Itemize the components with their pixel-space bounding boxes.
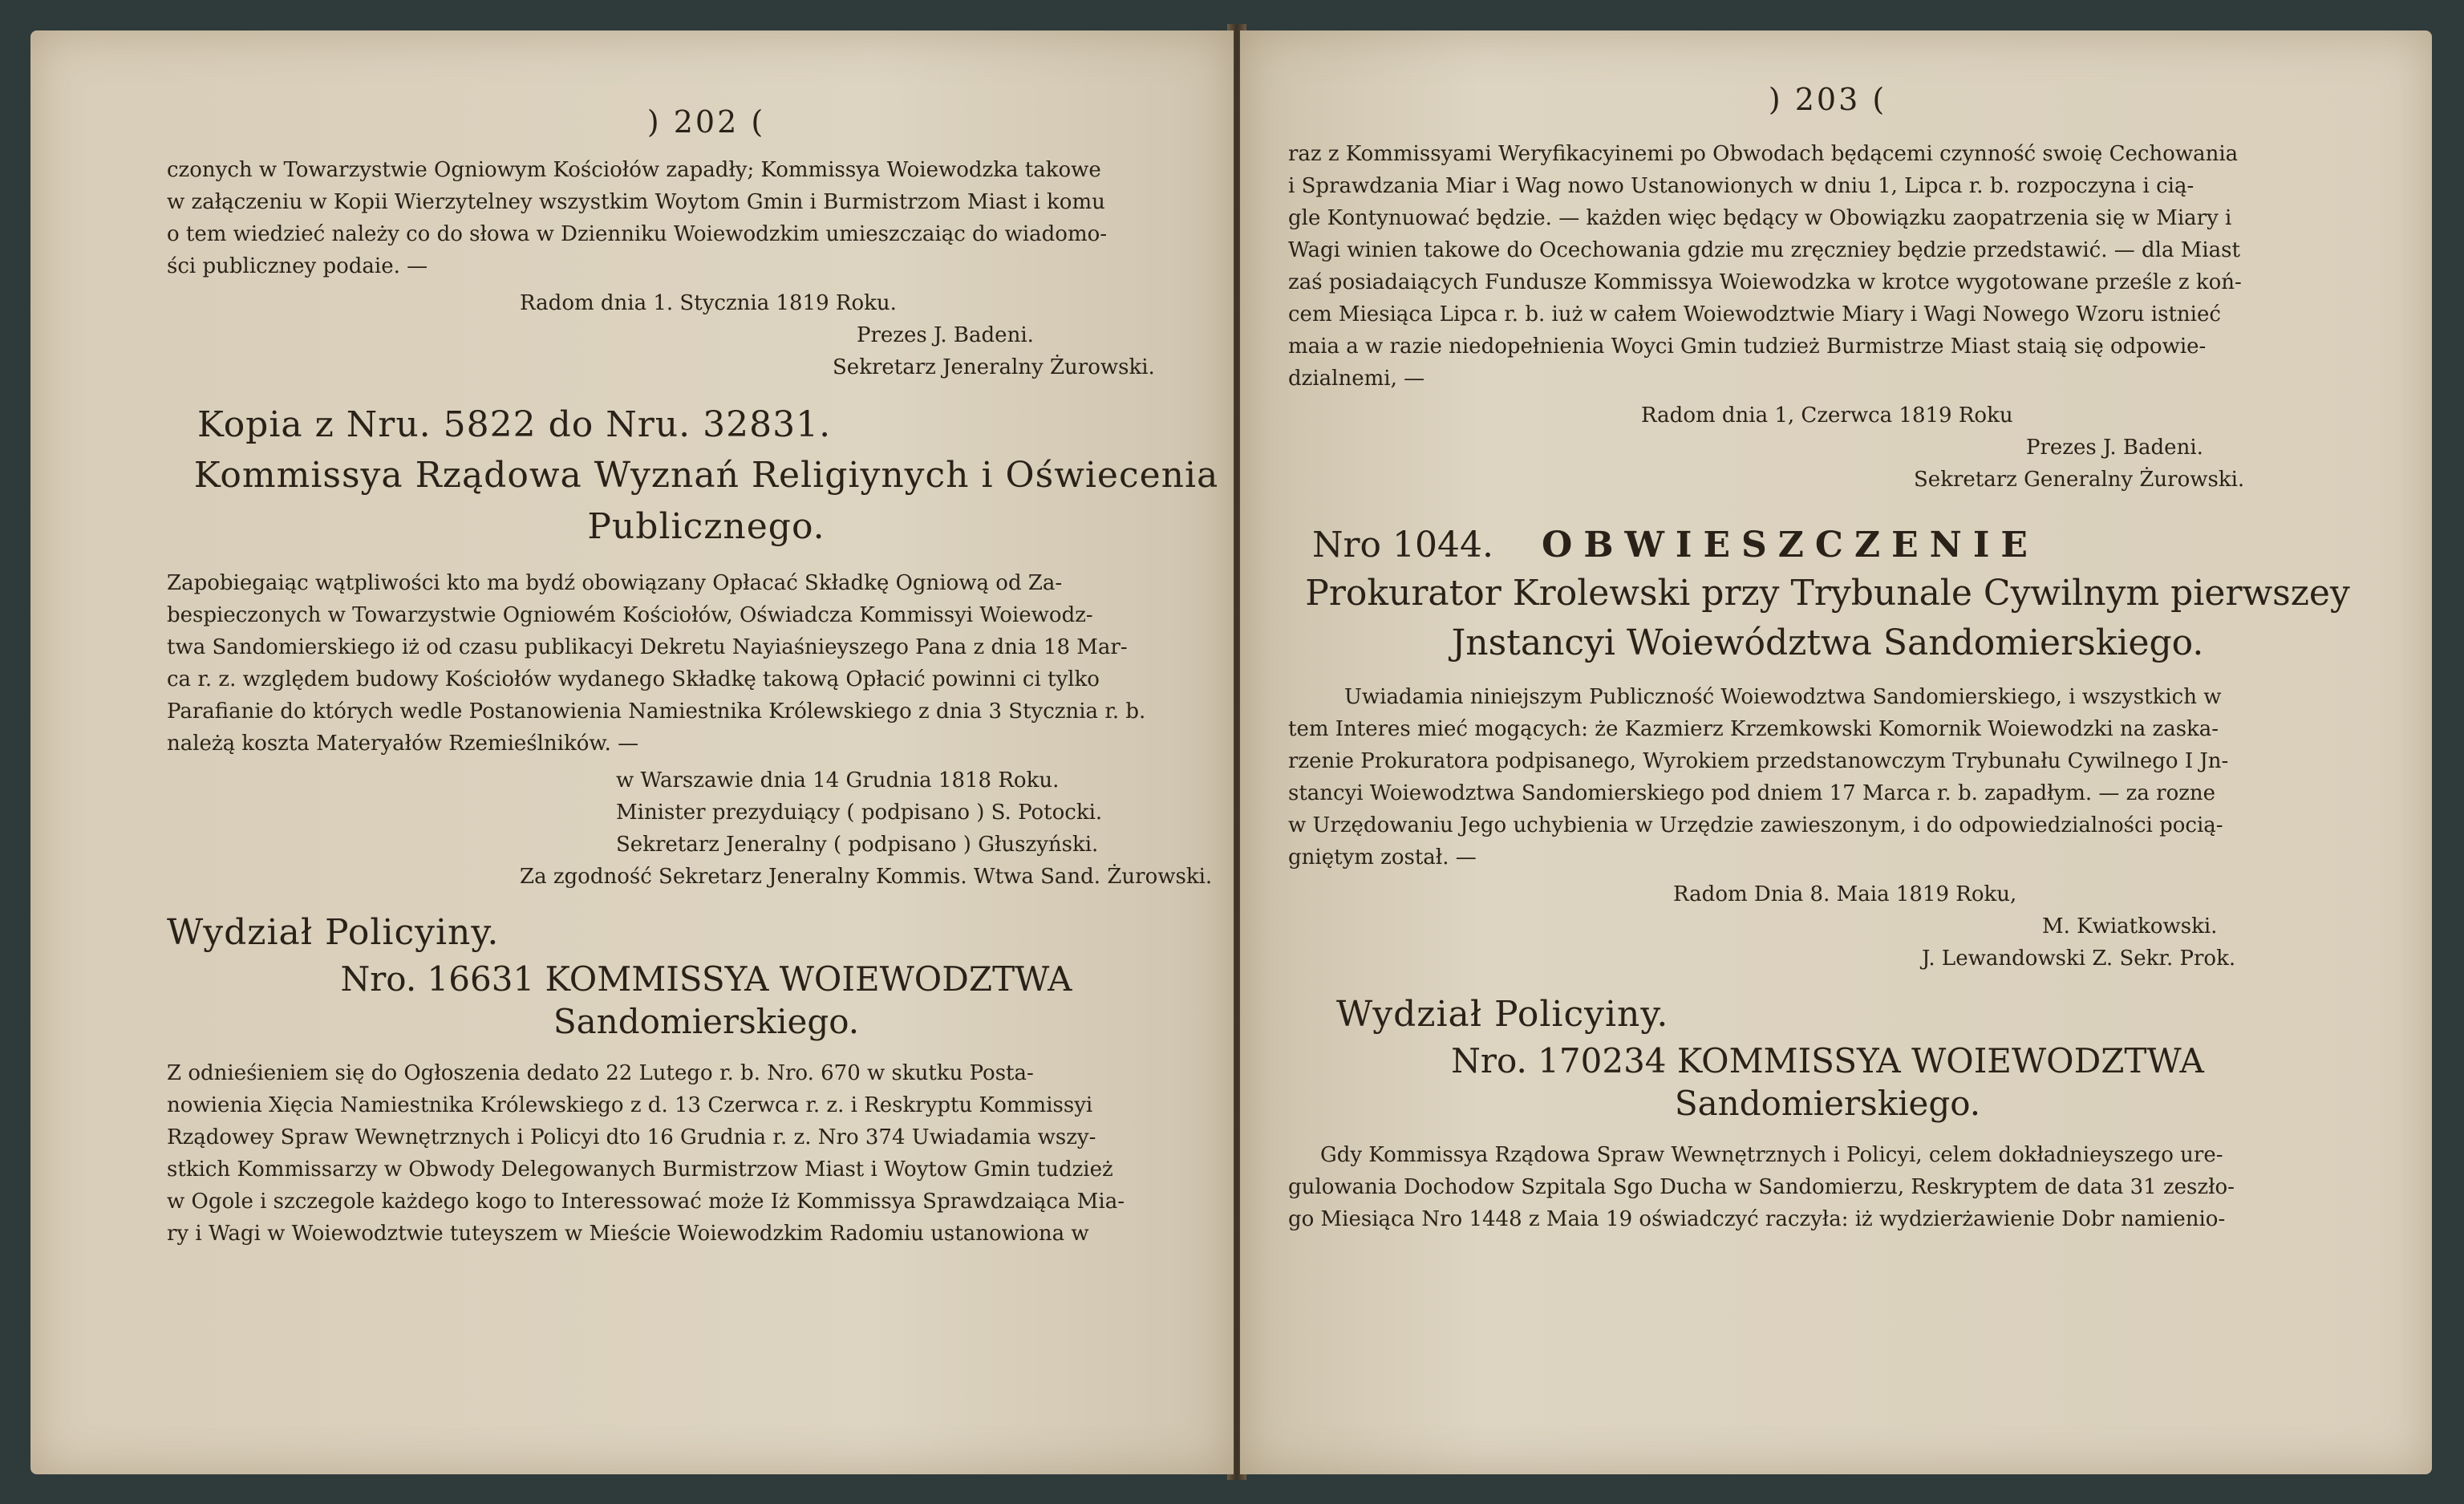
heading-line: Prokurator Krolewski przy Trybunale Cywilnym pierwszey [1305,573,2350,614]
left-signature-block-1 [167,287,1246,383]
text-line: zaś posiadaiących Fundusze Kommissya Woiewodzka w krotce wygotowane prześle z koń- [1288,270,2242,294]
nro-heading: Nro. 16631 KOMMISSYA WOIEWODZTWA [340,959,1072,999]
text-line: gle Kontynuować będzie. — każden więc będący w Obowiązku zaopatrzenia się w Miary i [1288,206,2232,230]
text-line: w Urzędowaniu Jego uchybienia w Urzędzie zawieszonym, i do odpowiedzialności pocią- [1288,813,2223,837]
text-line: bespieczonych w Towarzystwie Ogniowém Kościołów, Oświadcza Kommissyi Woiewodz- [167,603,1093,627]
signature-date: Radom Dnia 8. Maia 1819 Roku, [1673,882,2017,906]
text-line: raz z Kommissyami Weryfikacyinemi po Obwodach będącemi czynność swoię Cechowania [1288,142,2239,166]
right-page [1240,30,2432,1474]
text-line: ści publiczney podaie. — [167,254,428,278]
right-paragraph-3 [1288,1139,2367,1235]
right-signature-block-2 [1288,878,2367,975]
right-page-number: ) 203 ( [1768,82,1887,117]
kopia-heading: Kopia z Nru. 5822 do Nru. 32831. [197,404,832,445]
left-intro-paragraph [167,154,1246,282]
wydzial-heading: Wydział Policyiny. [1336,994,1669,1035]
obwieszczenie-title: OBWIESZCZENIE [1541,525,2039,566]
text-line: rzenie Prokuratora podpisanego, Wyrokiem przedstanowczym Trybunału Cywilnego I Jn- [1288,749,2229,773]
right-paragraph-1 [1288,138,2367,395]
heading-line: Publicznego. [587,506,825,547]
text-line: dzialnemi, — [1288,367,1425,391]
obwieszczenie-number: Nro 1044. [1312,525,1493,566]
heading-line: Kommissya Rządowa Wyznań Religiynych i Oświecenia [193,455,1219,496]
text-line: stancyi Woiewodztwa Sandomierskiego pod dniem 17 Marca r. b. zapadłym. — za rozne [1288,781,2216,805]
left-paragraph-2 [167,567,1246,760]
signature-kwiatkowski: M. Kwiatkowski. [2042,914,2218,938]
text-line: cem Miesiąca Lipca r. b. iuż w całem Woiewodztwie Miary i Wagi Nowego Wzoru istnieć [1288,302,2221,326]
signature-date: Radom dnia 1, Czerwca 1819 Roku [1641,403,2013,428]
signature-sekretarz: Sekretarz Generalny Żurowski. [1914,468,2245,492]
text-line: ca r. z. względem budowy Kościołów wydanego Składkę takową Opłacić powinni ci tylko [167,667,1100,691]
signature-date: Radom dnia 1. Stycznia 1819 Roku. [520,291,897,315]
prokurator-heading [1288,569,2367,668]
signature-prezes: Prezes J. Badeni. [857,323,1034,347]
text-line: o tem wiedzieć należy co do słowa w Dzienniku Woiewodzkim umieszczaiąc do wiadomo- [167,222,1108,246]
sandomierskiego-heading: Sandomierskiego. [1674,1084,1981,1123]
left-column [167,30,1246,1474]
signature-lewandowski: J. Lewandowski Z. Sekr. Prok. [1922,947,2236,971]
text-line: w załączeniu w Kopii Wierzytelney wszystkim Woytom Gmin i Burmistrzom Miast i komu [167,190,1105,214]
wydzial-heading: Wydział Policyiny. [167,912,500,953]
text-line: Gdy Kommissya Rządowa Spraw Wewnętrznych i Policyi, celem dokładnieyszego ure- [1320,1143,2223,1167]
signature-sekretarz: Sekretarz Jeneralny Żurowski. [833,355,1155,379]
right-signature-block-1 [1288,399,2367,496]
obwieszczenie-heading [1312,525,2367,566]
right-column [1288,30,2367,1474]
text-line: należą koszta Materyałów Rzemieślników. — [167,732,639,756]
text-line: czonych w Towarzystwie Ogniowym Kościołów zapadły; Kommissya Woiewodzka takowe [167,158,1101,182]
text-line: Z odnieśieniem się do Ogłoszenia dedato 22 Lutego r. b. Nro. 670 w skutku Posta- [167,1061,1034,1085]
text-line: stkich Kommissarzy w Obwody Delegowanych Burmistrzow Miast i Woytow Gmin tudzież [167,1157,1113,1182]
left-paragraph-3 [167,1057,1246,1250]
text-line: gulowania Dochodow Szpitala Sgo Ducha w Sandomierzu, Reskryptem de data 31 zeszło- [1288,1175,2235,1199]
text-line: Wagi winien takowe do Ocechowania gdzie mu zręczniey będzie przedstawić. — dla Miast [1288,238,2240,262]
text-line: Zapobiegaiąc wątpliwości kto ma bydź obowiązany Opłacać Składkę Ogniową od Za- [167,571,1063,595]
text-line: tem Interes mieć mogących: że Kazmierz Krzemkowski Komornik Woiewodzki na zaska- [1288,717,2219,741]
text-line: i Sprawdzania Miar i Wag nowo Ustanowionych w dniu 1, Lipca r. b. rozpoczyna i cią- [1288,174,2194,198]
text-line: go Miesiąca Nro 1448 z Maia 19 oświadczyć raczyła: iż wydzierżawienie Dobr namienio- [1288,1207,2226,1231]
text-line: maia a w razie niedopełnienia Woyci Gmin tudzież Burmistrze Miast staią się odpowie- [1288,334,2207,359]
nro-heading: Nro. 170234 KOMMISSYA WOIEWODZTWA [1451,1041,2204,1080]
kommissya-heading [167,450,1246,553]
text-line: ry i Wagi w Woiewodztwie tuteyszem w Mieście Woiewodzkim Radomiu ustanowiona w [167,1222,1089,1246]
text-line: gniętym został. — [1288,845,1477,870]
left-page-number: ) 202 ( [646,104,766,140]
text-line: Parafianie do których wedle Postanowienia Namiestnika Królewskiego z dnia 3 Stycznia r. b. [167,699,1146,724]
right-paragraph-2 [1288,681,2367,874]
signature-date: w Warszawie dnia 14 Grudnia 1818 Roku. [616,768,1060,793]
text-line: w Ogole i szczegole każdego kogo to Interessować może Iż Kommissya Sprawdzaiąca Mia- [167,1190,1125,1214]
left-signature-block-2 [167,764,1246,893]
sandomierskiego-heading: Sandomierskiego. [553,1002,860,1041]
text-line: nowienia Xięcia Namiestnika Królewskiego z d. 13 Czerwca r. z. i Reskryptu Kommissyi [167,1093,1093,1117]
signature-zgodnosc: Za zgodność Sekretarz Jeneralny Kommis. Wtwa Sand. Żurowski. [520,865,1213,889]
text-line: twa Sandomierskiego iż od czasu publikacyi Dekretu Nayiaśnieyszego Pana z dnia 18 Mar- [167,635,1128,659]
left-page [30,30,1234,1474]
signature-prezes: Prezes J. Badeni. [2026,436,2203,460]
signature-sekretarz: Sekretarz Jeneralny ( podpisano ) Głuszyński. [616,833,1099,857]
heading-line: Jnstancyi Woiewództwa Sandomierskiego. [1451,622,2204,663]
signature-minister: Minister prezyduiący ( podpisano ) S. Potocki. [616,801,1103,825]
text-line: Uwiadamia niniejszym Publiczność Woiewodztwa Sandomierskiego, i wszystkich w [1344,685,2222,709]
text-line: Rządowey Spraw Wewnętrznych i Policyi dto 16 Grudnia r. z. Nro 374 Uwiadamia wszy- [167,1125,1096,1149]
